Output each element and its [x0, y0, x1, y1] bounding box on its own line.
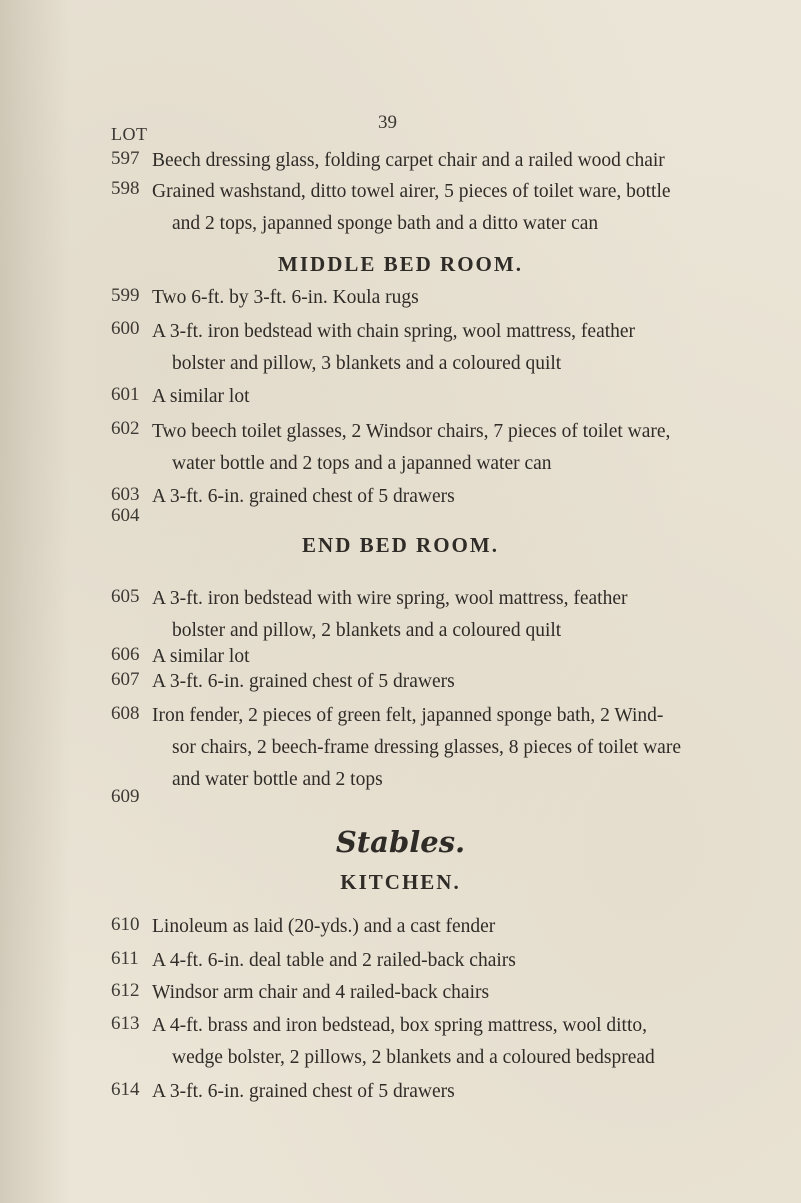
- lot-number: 612: [111, 980, 140, 1001]
- page-number: 39: [378, 112, 397, 133]
- lot-number: 611: [111, 948, 139, 969]
- lot-description-line: A 3-ft. 6-in. grained chest of 5 drawers: [152, 486, 455, 507]
- lot-description-line: A 3-ft. 6-in. grained chest of 5 drawers: [152, 1081, 455, 1102]
- lot-description-line: sor chairs, 2 beech-frame dressing glasses, 8 pieces of toilet ware: [172, 737, 681, 758]
- lot-description-line: Iron fender, 2 pieces of green felt, japanned sponge bath, 2 Wind-: [152, 705, 664, 726]
- lot-number: 597: [111, 148, 140, 169]
- lot-number: 598: [111, 178, 140, 199]
- page-edge-shadow: [0, 0, 70, 1203]
- lot-description-line: A 3-ft. iron bedstead with chain spring, wool mattress, feather: [152, 321, 636, 342]
- lot-number: 606: [111, 644, 140, 665]
- lot-number: 614: [111, 1079, 140, 1100]
- lot-number: 603: [111, 484, 140, 505]
- lot-description: [152, 282, 772, 314]
- lot-description-line: and water bottle and 2 tops: [172, 769, 383, 790]
- lot-description-line: Two beech toilet glasses, 2 Windsor chairs, 7 pieces of toilet ware,: [152, 421, 671, 442]
- lot-description-line: water bottle and 2 tops and a japanned water can: [172, 453, 552, 474]
- lot-description: [152, 1010, 772, 1074]
- lot-description: [152, 416, 772, 480]
- lot-description-line: bolster and pillow, 3 blankets and a coloured quilt: [172, 353, 562, 374]
- lot-number: 610: [111, 914, 140, 935]
- section-heading-stables: Stables.: [335, 825, 466, 859]
- lot-description-line: A similar lot: [152, 386, 250, 407]
- lot-number: 607: [111, 669, 140, 690]
- lot-description: [152, 583, 772, 647]
- section-heading: END BED ROOM.: [302, 533, 499, 557]
- lot-number: 602: [111, 418, 140, 439]
- lot-number: 608: [111, 703, 140, 724]
- lot-number: 605: [111, 586, 140, 607]
- lot-description-line: bolster and pillow, 2 blankets and a coloured quilt: [172, 620, 562, 641]
- lot-number: 613: [111, 1013, 140, 1034]
- lot-description-line: Linoleum as laid (20-yds.) and a cast fender: [152, 916, 496, 937]
- lot-column-header: LOT: [111, 124, 148, 144]
- lot-description: [152, 911, 772, 943]
- lot-description-line: Beech dressing glass, folding carpet chair and a railed wood chair: [152, 150, 665, 171]
- lot-description-line: A similar lot: [152, 646, 250, 667]
- lot-description: [152, 666, 772, 698]
- lot-description-line: A 4-ft. brass and iron bedstead, box spring mattress, wool ditto,: [152, 1015, 648, 1036]
- lot-number: 601: [111, 384, 140, 405]
- lot-description-line: wedge bolster, 2 pillows, 2 blankets and a coloured bedspread: [172, 1047, 655, 1068]
- lot-number: 609: [111, 786, 140, 807]
- lot-number: 604: [111, 505, 140, 526]
- section-heading: KITCHEN.: [340, 870, 461, 894]
- section-heading: MIDDLE BED ROOM.: [278, 252, 523, 276]
- lot-description-line: and 2 tops, japanned sponge bath and a ditto water can: [172, 213, 599, 234]
- lot-description-line: Grained washstand, ditto towel airer, 5 pieces of toilet ware, bottle: [152, 181, 671, 202]
- lot-description-line: Windsor arm chair and 4 railed-back chairs: [152, 982, 490, 1003]
- lot-description-line: A 3-ft. 6-in. grained chest of 5 drawers: [152, 671, 455, 692]
- lot-description: [152, 977, 772, 1009]
- lot-description: [152, 945, 772, 977]
- lot-description: [152, 176, 772, 240]
- lot-number: 600: [111, 318, 140, 339]
- lot-description: [152, 145, 772, 177]
- lot-description: [152, 481, 772, 513]
- lot-description: [152, 700, 772, 796]
- lot-description-line: A 4-ft. 6-in. deal table and 2 railed-back chairs: [152, 950, 516, 971]
- lot-description-line: A 3-ft. iron bedstead with wire spring, wool mattress, feather: [152, 588, 628, 609]
- lot-description-line: Two 6-ft. by 3-ft. 6-in. Koula rugs: [152, 287, 419, 308]
- lot-description: [152, 381, 772, 413]
- lot-description: [152, 1076, 772, 1108]
- lot-number: 599: [111, 285, 140, 306]
- lot-description: [152, 316, 772, 380]
